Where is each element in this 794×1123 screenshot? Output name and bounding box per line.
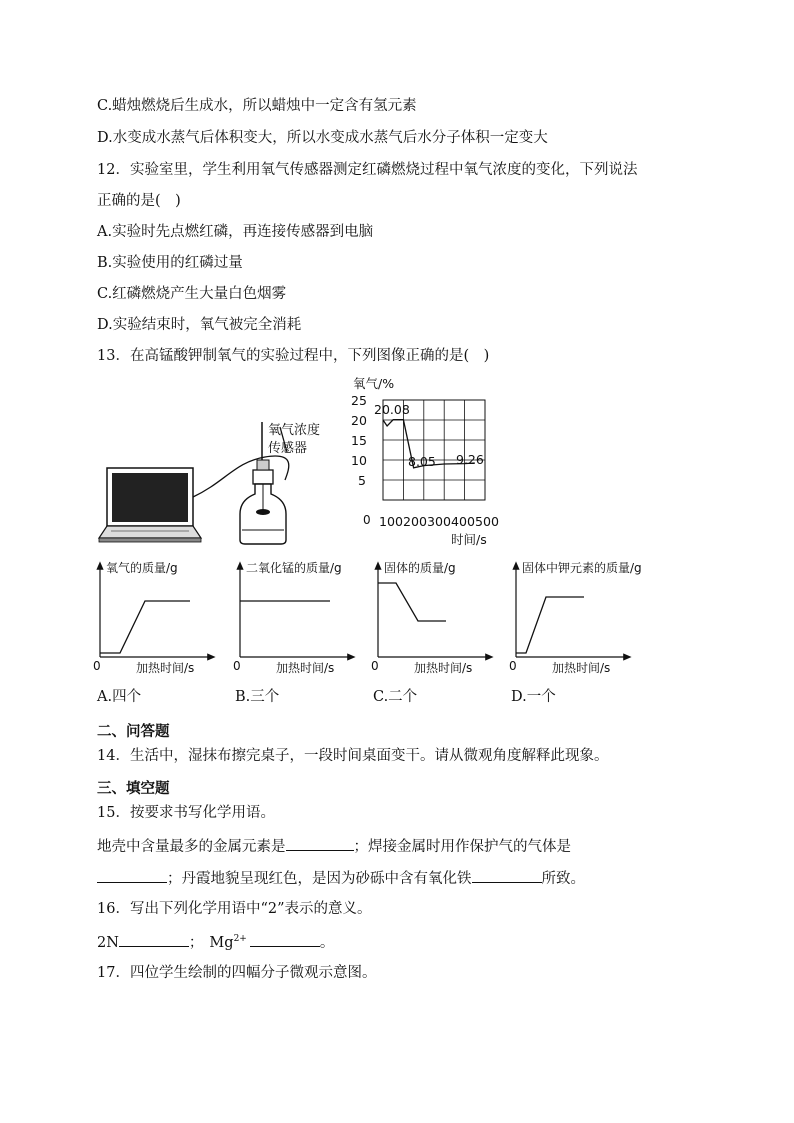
answer-blank[interactable] [119,931,189,947]
sensor-label-2: 传感器 [268,441,308,456]
graph-origin: 0 [509,659,517,673]
graph-ylabel: 固体中钾元素的质量/g [522,561,642,575]
graph-series [100,601,190,653]
q13-option-b: B.三个 [235,689,280,705]
laptop-icon [99,468,201,542]
q16-end: 。 [319,935,335,951]
oxygen-chart-ytick: 20 [351,413,367,428]
section-2-title: 二、问答题 [97,724,170,740]
graph-origin: 0 [233,659,241,673]
annotation-9-26: 9.26 [456,452,484,467]
answer-blank[interactable] [250,931,320,947]
question-15-line-2 [97,867,585,889]
question-12-option-a: A.实验时先点燃红磷，再连接传感器到电脑 [97,224,374,240]
graph-series [516,597,584,653]
q16-sep: ； [188,935,204,951]
graph-series [378,583,446,621]
graph-xlabel: 加热时间/s [276,661,335,675]
annotation-20-08: 20.08 [374,402,410,417]
answer-blank[interactable] [472,867,542,883]
oxygen-chart-origin: 0 [363,513,371,527]
oxygen-chart-ylabel: 氧气/% [353,376,395,391]
q15-text-1: 地壳中含量最多的金属元素是 [97,839,286,855]
answer-blank[interactable] [286,835,354,851]
q16-2n: 2N [97,935,119,951]
oxygen-chart-ytick: 25 [351,393,367,408]
q13-option-c: C.二个 [373,689,418,705]
q13-option-d: D.一个 [511,689,556,705]
option-c-text: C.蜡烛燃烧后生成水，所以蜡烛中一定含有氢元素 [97,98,417,114]
oxygen-chart-xlabel: 时间/s [451,532,487,547]
answer-blank[interactable] [97,867,167,883]
q15-text-4: 所致。 [541,871,585,887]
oxygen-chart-ytick: 15 [351,433,367,448]
sensor-label-1: 氧气浓度 [268,423,321,438]
experiment-figure [95,372,515,552]
question-13-stem: 13．在高锰酸钾制氧气的实验过程中，下列图像正确的是( ) [97,348,490,364]
section-3-title: 三、填空题 [97,781,170,797]
q15-text-2: ；焊接金属时用作保护气的气体是 [353,839,571,855]
graph-origin: 0 [93,659,101,673]
graph-origin: 0 [371,659,379,673]
graph-xlabel: 加热时间/s [414,661,473,675]
question-14: 14．生活中，湿抹布擦完桌子，一段时间桌面变干。请从微观角度解释此现象。 [97,748,609,764]
question-12-option-c: C.红磷燃烧产生大量白色烟雾 [97,286,287,302]
small-graph-2 [233,560,352,675]
graph-ylabel: 二氧化锰的质量/g [246,561,342,575]
graph-xlabel: 加热时间/s [552,661,611,675]
annotation-8-05: 8.05 [408,454,436,469]
question-12-option-b: B.实验使用的红磷过量 [97,255,243,271]
question-12-option-d: D.实验结束时，氧气被完全消耗 [97,317,302,333]
question-15: 15．按要求书写化学用语。 [97,805,275,821]
four-graphs [90,553,670,681]
question-17: 17．四位学生绘制的四幅分子微观示意图。 [97,965,377,981]
small-graph-4 [509,560,642,675]
graph-xlabel: 加热时间/s [136,661,195,675]
graph-ylabel: 固体的质量/g [384,561,456,575]
question-12-stem: 12．实验室里，学生利用氧气传感器测定红磷燃烧过程中氧气浓度的变化，下列说法 [97,162,638,178]
question-16-line [97,931,334,953]
oxygen-chart [351,376,499,547]
question-15-line-1 [97,835,571,857]
small-graph-1 [93,560,212,675]
question-16: 16．写出下列化学用语中“2”表示的意义。 [97,901,372,917]
oxygen-chart-xticks: 100200300400500 [379,515,499,529]
small-graph-3 [371,560,490,675]
option-d-text: D.水变成水蒸气后体积变大，所以水变成水蒸气后水分子体积一定变大 [97,130,548,146]
q16-mg-charge: 2+ [233,934,247,945]
graph-ylabel: 氧气的质量/g [106,561,178,575]
oxygen-chart-ytick: 5 [358,473,366,488]
q16-mg: Mg [209,935,234,951]
oxygen-chart-ytick: 10 [351,453,367,468]
question-12-stem-cont: 正确的是( ) [97,193,181,209]
q15-text-3: ；丹霞地貌呈现红色，是因为砂砾中含有氧化铁 [167,871,472,887]
q13-option-a: A.四个 [97,689,142,705]
